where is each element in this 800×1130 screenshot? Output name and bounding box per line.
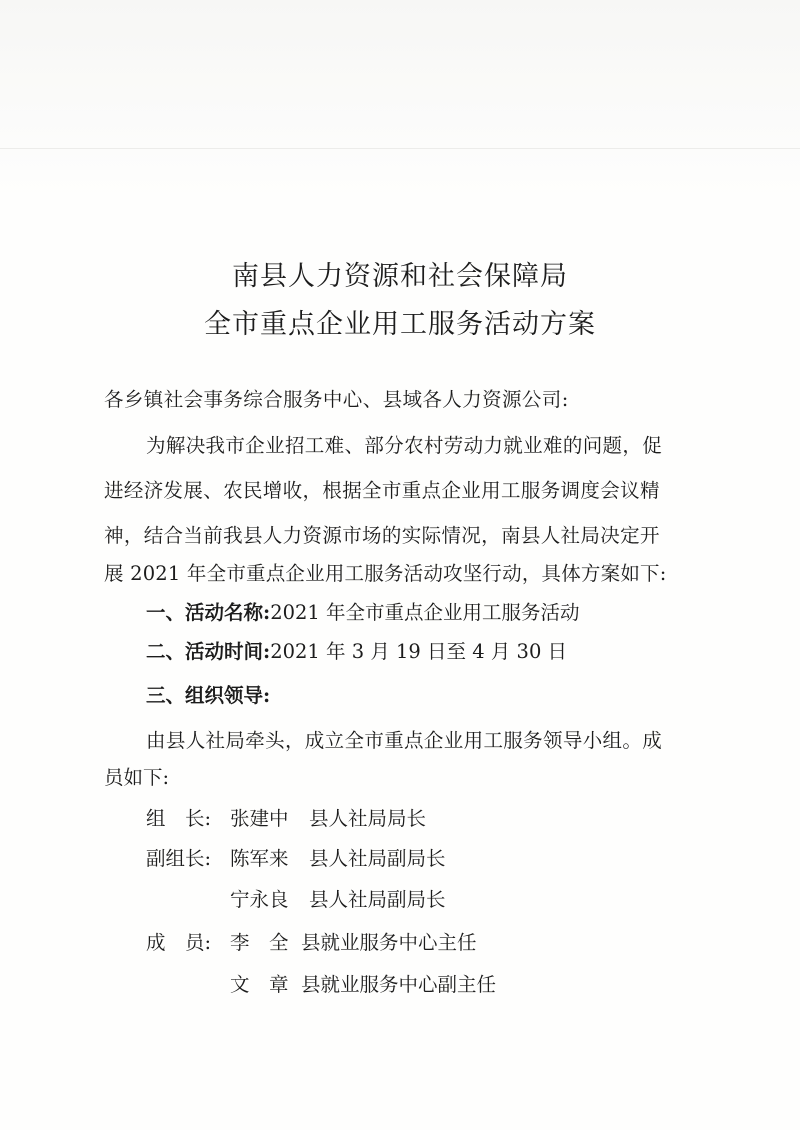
member-name: 陈军来 — [230, 847, 289, 870]
section-text: 2021 年全市重点企业用工服务活动 — [270, 601, 580, 624]
section-text: 2021 年 3 月 19 日至 4 月 30 日 — [270, 640, 568, 663]
member-role: 组 长: — [146, 807, 212, 830]
member-post: 县就业服务中心副主任 — [301, 973, 497, 996]
member-name: 文 章 — [230, 973, 289, 996]
section-activity-name — [146, 601, 580, 625]
member-role: 副组长: — [146, 847, 212, 870]
member-role: 成 员: — [146, 931, 212, 954]
member-post: 县人社局副局长 — [309, 888, 446, 911]
member-name: 张建中 — [230, 807, 289, 830]
member-post: 县人社局副局长 — [309, 847, 446, 870]
member-name: 李 全 — [230, 931, 289, 954]
org-line-2: 员如下: — [104, 766, 170, 789]
intro-line-1: 为解决我市企业招工难、部分农村劳动力就业难的问题，促 — [146, 434, 663, 457]
intro-line-3: 神，结合当前我县人力资源市场的实际情况，南县人社局决定开 — [104, 524, 660, 547]
member-post: 县人社局局长 — [309, 807, 427, 830]
section-heading: 一、活动名称: — [146, 601, 271, 624]
addressee: 各乡镇社会事务综合服务中心、县域各人力资源公司: — [104, 388, 569, 411]
section-activity-time — [146, 640, 567, 664]
intro-line-2: 进经济发展、农民增收，根据全市重点企业用工服务调度会议精 — [104, 479, 660, 502]
section-organization — [146, 684, 270, 708]
section-heading: 三、组织领导: — [146, 684, 271, 707]
member-name: 宁永良 — [230, 888, 289, 911]
intro-line-4: 展 2021 年全市重点企业用工服务活动攻坚行动，具体方案如下: — [104, 562, 667, 585]
scan-edge — [0, 148, 800, 149]
org-line-1: 由县人社局牵头，成立全市重点企业用工服务领导小组。成 — [146, 729, 663, 752]
section-heading: 二、活动时间: — [146, 640, 271, 663]
document-title-line2: 全市重点企业用工服务活动方案 — [204, 309, 596, 340]
document-title-line1: 南县人力资源和社会保障局 — [232, 261, 568, 292]
member-post: 县就业服务中心主任 — [301, 931, 477, 954]
